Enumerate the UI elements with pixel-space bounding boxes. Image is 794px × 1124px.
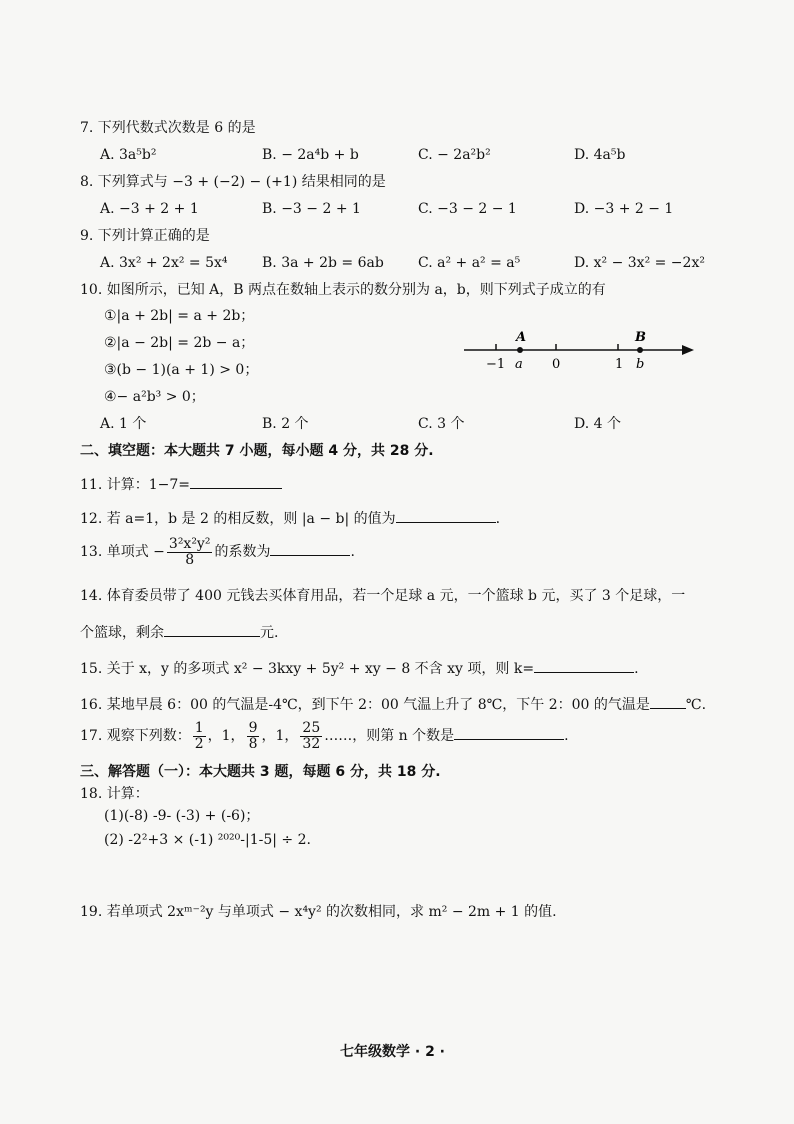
- q11: [80, 474, 282, 495]
- q10-statement-2: ②|a − 2b| = 2b − a；: [104, 335, 255, 351]
- q10-stem: 10. 如图所示，已知 A，B 两点在数轴上表示的数分别为 a，b，则下列式子成立的有: [80, 282, 606, 298]
- q18-title: 18. 计算：: [80, 786, 149, 802]
- q13-text-post: 的系数为: [214, 544, 271, 560]
- q15-answer-blank[interactable]: [534, 658, 634, 673]
- q17-fraction-3: [300, 721, 322, 752]
- q14-line-1: 14. 体育委员带了 400 元钱去买体育用品，若一个足球 a 元，一个篮球 b 元，买了 3 个足球，一: [80, 588, 686, 604]
- q13-end: .: [350, 544, 355, 560]
- q13-answer-blank[interactable]: [270, 541, 350, 556]
- q9-option-b: B. 3a + 2b = 6ab: [262, 255, 384, 271]
- tick-label-a: a: [515, 357, 523, 372]
- tick-label-one: 1: [615, 357, 624, 372]
- q13-text-pre: 13. 单项式 −: [80, 544, 165, 560]
- q17-end: .: [564, 728, 569, 744]
- q9-stem: 9. 下列计算正确的是: [80, 228, 210, 244]
- q9-option-d: D. x² − 3x² = −2x²: [574, 255, 705, 271]
- q17-separator-2: ，1，: [261, 728, 299, 744]
- q15-end: .: [634, 661, 639, 677]
- q14-line-2: [80, 622, 278, 643]
- q13-fraction: [167, 537, 213, 568]
- q14-text: 个篮球，剩余: [80, 625, 164, 641]
- q11-answer-blank[interactable]: [190, 474, 282, 489]
- q8-stem: 8. 下列算式与 −3 + (−2) − (+1) 结果相同的是: [80, 174, 386, 190]
- q8-option-a: A. −3 + 2 + 1: [100, 201, 199, 217]
- q16: [80, 694, 706, 715]
- q17-fraction-2: [247, 721, 260, 752]
- q17-text-post: ……，则第 n 个数是: [324, 728, 455, 744]
- q15: [80, 658, 639, 679]
- q14-answer-blank[interactable]: [164, 622, 260, 637]
- q17-answer-blank[interactable]: [454, 725, 564, 740]
- q13-denominator: 8: [185, 551, 195, 568]
- q8-option-c: C. −3 − 2 − 1: [418, 201, 517, 217]
- page-footer: 七年级数学 · 2 ·: [340, 1044, 445, 1060]
- q7-option-b: B. − 2a⁴b + b: [262, 147, 359, 163]
- section-2-heading: 二、填空题：本大题共 7 小题，每小题 4 分，共 28 分.: [80, 443, 434, 459]
- section-3-heading: 三、解答题（一）：本大题共 3 题，每题 6 分，共 18 分.: [80, 764, 441, 780]
- tick-label-b: b: [636, 357, 645, 372]
- q7-option-d: D. 4a⁵b: [574, 147, 626, 163]
- q10-option-a: A. 1 个: [100, 416, 147, 432]
- q14-end: 元.: [260, 625, 279, 641]
- q17-fraction-1: [193, 721, 206, 752]
- q10-option-d: D. 4 个: [574, 416, 621, 432]
- q13-numerator: 3²x²y²: [168, 535, 211, 552]
- point-b: [637, 347, 643, 353]
- number-line-arrow: [682, 345, 694, 355]
- q17-fraction-3-denominator: 32: [302, 735, 321, 752]
- q10-option-c: C. 3 个: [418, 416, 465, 432]
- q17: [80, 716, 569, 756]
- q8-option-d: D. −3 + 2 − 1: [574, 201, 674, 217]
- q12: [80, 508, 500, 529]
- number-line-diagram: [458, 330, 718, 374]
- tick-label-zero: 0: [552, 357, 561, 372]
- q16-answer-blank[interactable]: [650, 694, 686, 709]
- q17-fraction-2-denominator: 8: [248, 735, 258, 752]
- q7-stem: 7. 下列代数式次数是 6 的是: [80, 120, 256, 136]
- q12-end: .: [495, 511, 501, 527]
- q7-option-c: C. − 2a²b²: [418, 147, 491, 163]
- q8-option-b: B. −3 − 2 + 1: [262, 201, 361, 217]
- q10-statement-4: ④− a²b³ > 0；: [104, 389, 205, 405]
- q12-answer-blank[interactable]: [396, 508, 496, 523]
- q17-fraction-1-numerator: 1: [194, 719, 204, 736]
- q9-option-c: C. a² + a² = a⁵: [418, 255, 521, 271]
- tick-label-minus-one: −1: [486, 357, 506, 372]
- q13: [80, 532, 355, 572]
- q7-option-a: A. 3a⁵b²: [100, 147, 157, 163]
- point-b-label: B: [635, 330, 646, 345]
- q18-part-2: (2) -2²+3 × (-1) ²⁰²⁰-|1-5| ÷ 2.: [104, 832, 311, 848]
- q17-fraction-2-numerator: 9: [248, 719, 258, 736]
- q17-fraction-3-numerator: 25: [302, 719, 321, 736]
- point-a: [517, 347, 523, 353]
- q19: 19. 若单项式 2xᵐ⁻²y 与单项式 − x⁴y² 的次数相同，求 m² − 2m + 1 的值.: [80, 904, 557, 920]
- q17-separator-1: ，1，: [207, 728, 245, 744]
- q17-text-pre: 17. 观察下列数：: [80, 728, 191, 744]
- q17-fraction-1-denominator: 2: [194, 735, 204, 752]
- q10-statement-1: ①|a + 2b| = a + 2b；: [104, 308, 255, 324]
- q16-end: ℃.: [685, 697, 707, 713]
- q12-text: 12. 若 a=1，b 是 2 的相反数，则 |a − b| 的值为: [80, 511, 396, 527]
- q15-text: 15. 关于 x，y 的多项式 x² − 3kxy + 5y² + xy − 8 不含 xy 项，则 k=: [80, 661, 535, 677]
- q18-part-1: (1)(-8) -9- (-3) + (-6)；: [104, 808, 260, 824]
- q9-option-a: A. 3x² + 2x² = 5x⁴: [100, 255, 228, 271]
- q11-text: 11. 计算：1−7=: [80, 477, 190, 493]
- q10-statement-3: ③(b − 1)(a + 1) > 0；: [104, 362, 259, 378]
- point-a-label: A: [516, 330, 527, 345]
- q16-text: 16. 某地早晨 6：00 的气温是-4℃，到下午 2：00 气温上升了 8℃，下午 2：00 的气温是: [80, 697, 650, 713]
- q10-option-b: B. 2 个: [262, 416, 309, 432]
